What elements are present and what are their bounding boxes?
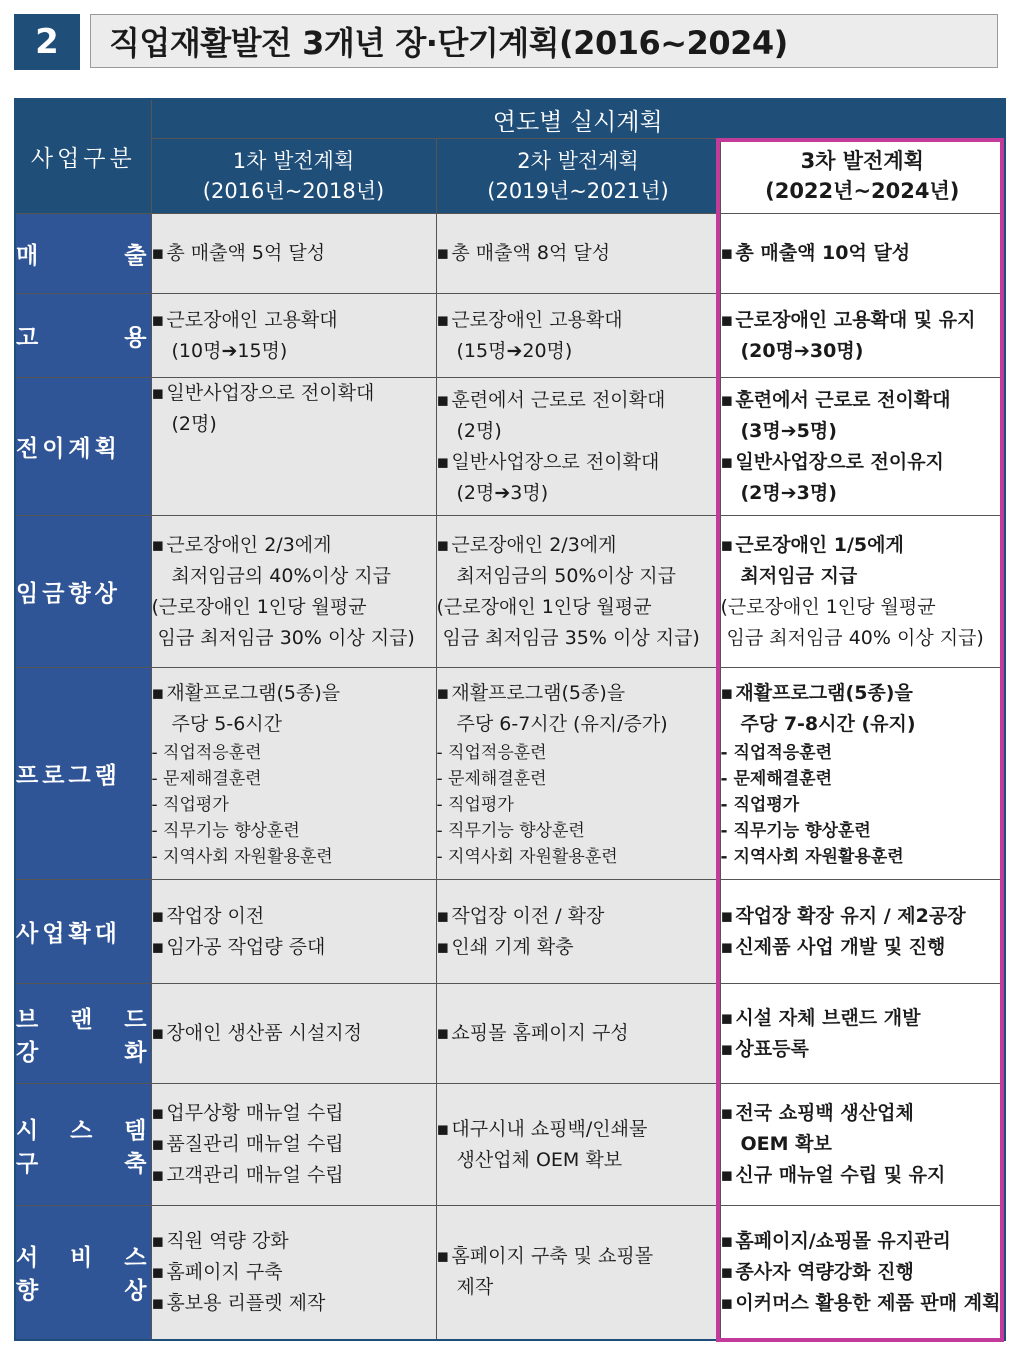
phase-2-cell: ▪ 재활프로그램(5종)을 주당 6-7시간 (유지/증가) - 직업적응훈련 - 문제해결훈련 - 직업평가 - 직무기능 향상훈련 - 지역사회 자원활용훈련 bbox=[436, 668, 720, 880]
phase-1-cell: ▪ 근로장애인 2/3에게 최저임금의 40%이상 지급 (근로장애인 1인당 월평균 임금 최저임금 30% 이상 지급) bbox=[151, 516, 436, 668]
table-row bbox=[15, 1206, 1005, 1340]
program-item: - 지역사회 자원활용훈련 bbox=[152, 844, 436, 870]
phase-3-cell: ▪ 재활프로그램(5종)을 주당 7-8시간 (유지) - 직업적응훈련 - 문제해결훈련 - 직업평가 - 직무기능 향상훈련 - 지역사회 자원활용훈련 bbox=[720, 668, 1005, 880]
phase-1-cell: ▪ 직원 역량 강화 ▪ 홈페이지 구축 ▪ 홍보용 리플렛 제작 bbox=[151, 1206, 436, 1340]
phase-2-cell: ▪ 총 매출액 8억 달성 bbox=[436, 214, 720, 294]
phase-3-cell: ▪ 홈페이지/쇼핑몰 유지관리 ▪ 종사자 역량강화 진행 ▪ 이커머스 활용한 제품 판매 계획 bbox=[720, 1206, 1005, 1340]
table-row bbox=[15, 378, 1005, 516]
phase-2-cell: ▪ 작업장 이전 / 확장 ▪ 인쇄 기계 확충 bbox=[436, 880, 720, 984]
plan-table bbox=[14, 98, 1006, 1341]
phase-3-cell: ▪ 근로장애인 1/5에게 최저임금 지급 (근로장애인 1인당 월평균 임금 최저임금 40% 이상 지급) bbox=[720, 516, 1005, 668]
phase-3-cell: ▪ 시설 자체 브랜드 개발 ▪ 상표등록 bbox=[720, 984, 1005, 1084]
program-item: - 직업평가 bbox=[721, 792, 1005, 818]
year-plan-header: 연도별 실시계획 bbox=[151, 99, 1005, 139]
phase-1-cell: ▪ 업무상황 매뉴얼 수립 ▪ 품질관리 매뉴얼 수립 ▪ 고객관리 매뉴얼 수립 bbox=[151, 1084, 436, 1206]
program-item: - 직업적응훈련 bbox=[721, 740, 1005, 766]
row-category: 고 용 bbox=[15, 294, 151, 378]
page-title: 직업재활발전 3개년 장·단기계획(2016~2024) bbox=[90, 14, 998, 68]
phase-3-cell: ▪ 훈련에서 근로로 전이확대 (3명➔5명) ▪ 일반사업장으로 전이유지 (2명➔3명) bbox=[720, 378, 1005, 516]
program-item: - 직업평가 bbox=[437, 792, 720, 818]
row-category: 사업확대 bbox=[15, 880, 151, 984]
program-item: - 직무기능 향상훈련 bbox=[152, 818, 436, 844]
program-item: - 문제해결훈련 bbox=[721, 766, 1005, 792]
phase-2-cell: ▪ 홈페이지 구축 및 쇼핑몰 제작 bbox=[436, 1206, 720, 1340]
phase-1-cell: ▪ 작업장 이전 ▪ 임가공 작업량 증대 bbox=[151, 880, 436, 984]
row-category: 매 출 bbox=[15, 214, 151, 294]
table-row bbox=[15, 1084, 1005, 1206]
program-item: - 직업적응훈련 bbox=[152, 740, 436, 766]
table-row bbox=[15, 984, 1005, 1084]
phase-2-cell: ▪ 근로장애인 2/3에게 최저임금의 50%이상 지급 (근로장애인 1인당 월평균 임금 최저임금 35% 이상 지급) bbox=[436, 516, 720, 668]
phase-2-cell: ▪ 쇼핑몰 홈페이지 구성 bbox=[436, 984, 720, 1084]
phase-3-cell: ▪ 근로장애인 고용확대 및 유지 (20명➔30명) bbox=[720, 294, 1005, 378]
phase-3-cell: ▪ 총 매출액 10억 달성 bbox=[720, 214, 1005, 294]
program-item: - 직무기능 향상훈련 bbox=[437, 818, 720, 844]
table-row bbox=[15, 294, 1005, 378]
phase-1-cell: ▪ 장애인 생산품 시설지정 bbox=[151, 984, 436, 1084]
phase-2-header: 2차 발전계획 (2019년~2021년) bbox=[436, 139, 720, 214]
row-category: 브 랜 드 강 화 bbox=[15, 984, 151, 1084]
table-row bbox=[15, 880, 1005, 984]
program-item: - 직업적응훈련 bbox=[437, 740, 720, 766]
row-category: 임금향상 bbox=[15, 516, 151, 668]
section-number-badge: 2 bbox=[14, 14, 80, 70]
program-item: - 지역사회 자원활용훈련 bbox=[721, 844, 1005, 870]
phase-2-cell: ▪ 훈련에서 근로로 전이확대 (2명) ▪ 일반사업장으로 전이확대 (2명➔3명) bbox=[436, 378, 720, 516]
program-item: - 지역사회 자원활용훈련 bbox=[437, 844, 720, 870]
row-category: 프로그램 bbox=[15, 668, 151, 880]
row-category: 전이계획 bbox=[15, 378, 151, 516]
phase-3-header: 3차 발전계획 (2022년~2024년) bbox=[720, 139, 1005, 214]
phase-1-header: 1차 발전계획 (2016년~2018년) bbox=[151, 139, 436, 214]
table-row bbox=[15, 668, 1005, 880]
program-item: - 직무기능 향상훈련 bbox=[721, 818, 1005, 844]
phase-1-cell: ▪ 재활프로그램(5종)을 주당 5-6시간 - 직업적응훈련 - 문제해결훈련 - 직업평가 - 직무기능 향상훈련 - 지역사회 자원활용훈련 bbox=[151, 668, 436, 880]
row-category: 서 비 스 향 상 bbox=[15, 1206, 151, 1340]
table-row bbox=[15, 516, 1005, 668]
program-item: - 문제해결훈련 bbox=[152, 766, 436, 792]
program-item: - 직업평가 bbox=[152, 792, 436, 818]
program-item: - 문제해결훈련 bbox=[437, 766, 720, 792]
category-header: 사업구분 bbox=[15, 99, 151, 214]
phase-2-cell: ▪ 근로장애인 고용확대 (15명➔20명) bbox=[436, 294, 720, 378]
phase-1-cell: ▪ 총 매출액 5억 달성 bbox=[151, 214, 436, 294]
phase-3-cell: ▪ 전국 쇼핑백 생산업체 OEM 확보 ▪ 신규 매뉴얼 수립 및 유지 bbox=[720, 1084, 1005, 1206]
row-category: 시 스 템 구 축 bbox=[15, 1084, 151, 1206]
phase-3-cell: ▪ 작업장 확장 유지 / 제2공장 ▪ 신제품 사업 개발 및 진행 bbox=[720, 880, 1005, 984]
phase-1-cell: ▪ 일반사업장으로 전이확대 (2명) bbox=[151, 378, 436, 516]
phase-2-cell: ▪ 대구시내 쇼핑백/인쇄물 생산업체 OEM 확보 bbox=[436, 1084, 720, 1206]
phase-1-cell: ▪ 근로장애인 고용확대 (10명➔15명) bbox=[151, 294, 436, 378]
table-row bbox=[15, 214, 1005, 294]
